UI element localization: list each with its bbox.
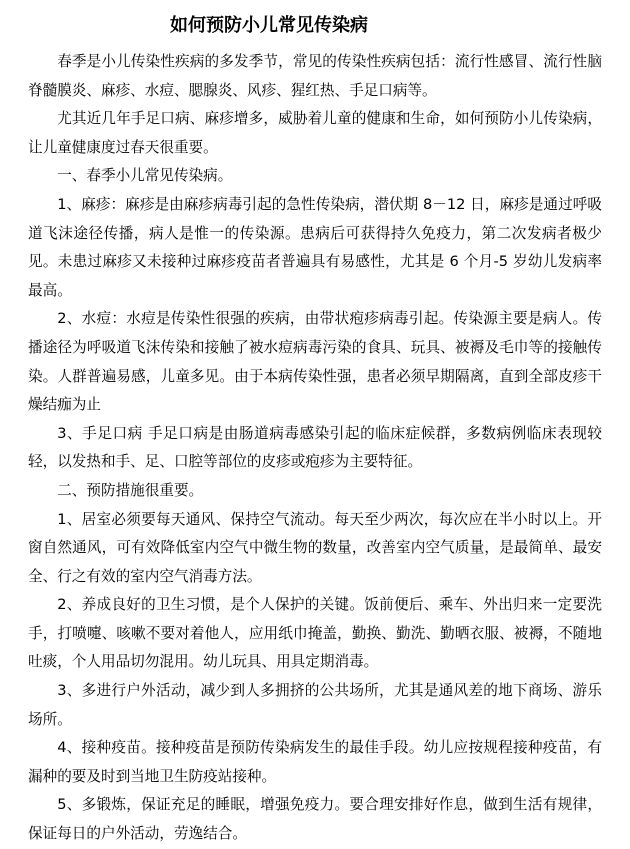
prevention-exercise-paragraph: 5、多锻炼，保证充足的睡眠，增强免疫力。要合理安排好作息，做到生活有规律，保证每日的户外活动，劳逸结合。: [28, 796, 602, 843]
prevention-outdoor-paragraph: 3、多进行户外活动，减少到人多拥挤的公共场所，尤其是通风差的地下商场、游乐场所。: [28, 682, 602, 728]
intro-paragraph: 春季是小儿传染性疾病的多发季节，常见的传染性疾病包括：流行性感冒、流行性脑脊髓膜炎、麻疹、水痘、腮腺炎、风疹、猩红热、手足口病等。: [28, 53, 602, 99]
disease-chickenpox-paragraph: 2、水痘：水痘是传染性很强的疾病，由带状疱疹病毒引起。传染源主要是病人。传播途径为呼吸道飞沫传染和接触了被水痘病毒污染的食具、玩具、被褥及毛巾等的接触传染。人群普遍易感，儿童多见。由于本病传染性强，患者必须早期隔离，直到全部皮疹干燥结痂为止: [28, 310, 602, 414]
section-heading-diseases: 一、春季小儿常见传染病。: [57, 167, 233, 185]
intro-paragraph-2: 尤其近几年手足口病、麻疹增多，威胁着儿童的健康和生命，如何预防小儿传染病，让儿童健康度过春天很重要。: [28, 110, 602, 156]
disease-hfmd-paragraph: 3、手足口病 手足口病是由肠道病毒感染引起的临床症候群，多数病例临床表现较轻，以发热和手、足、口腔等部位的皮疹或疱疹为主要特征。: [28, 424, 602, 471]
prevention-vaccine-paragraph: 4、接种疫苗。接种疫苗是预防传染病发生的最佳手段。幼儿应按规程接种疫苗，有漏种的要及时到当地卫生防疫站接种。: [28, 739, 602, 785]
prevention-hygiene-paragraph: 2、养成良好的卫生习惯，是个人保护的关键。饭前便后、乘车、外出归来一定要洗手，打喷嚏、咳嗽不要对着他人，应用纸巾掩盖，勤换、勤洗、勤晒衣服、被褥，不随地吐痰，个人用品切勿混用。幼儿玩具、用具定期消毒。: [28, 596, 602, 671]
section-heading-prevention: 二、预防措施很重要。: [57, 481, 204, 499]
prevention-ventilation-paragraph: 1、居室必须要每天通风、保持空气流动。每天至少两次，每次应在半小时以上。开窗自然通风，可有效降低室内空气中微生物的数量，改善室内空气质量，是最简单、最安全、行之有效的室内空气消毒方法。: [28, 510, 602, 585]
page-title: 如何预防小儿常见传染病: [170, 15, 368, 36]
disease-measles-paragraph: 1、麻疹：麻疹是由麻疹病毒引起的急性传染病，潜伏期 8－12 日，麻疹是通过呼吸道飞沫途径传播，病人是惟一的传染源。患病后可获得持久免疫力，第二次发病者极少见。未患过麻疹又未接种过麻疹疫苗者普遍具有易感性，尤其是 6 个月-5 岁幼儿发病率最高。: [28, 195, 602, 299]
